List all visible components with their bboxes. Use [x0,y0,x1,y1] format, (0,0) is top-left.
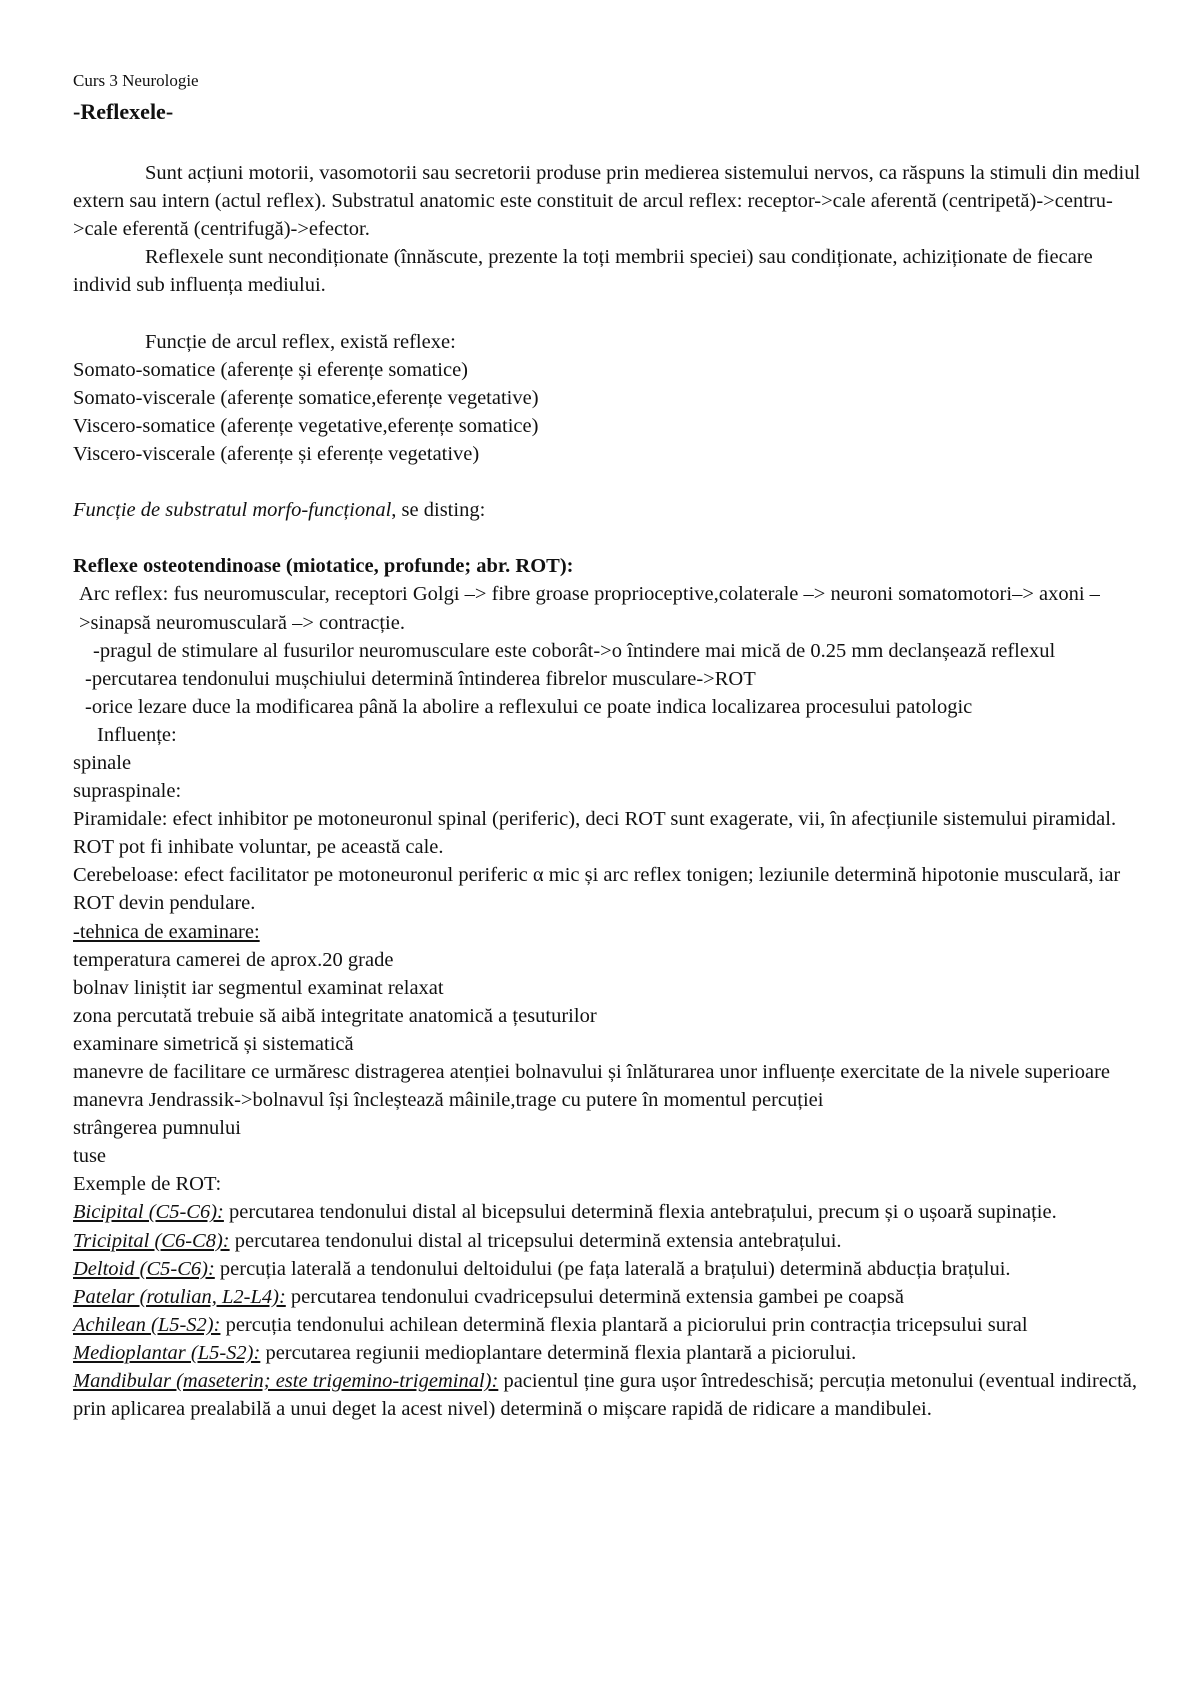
technique-item: temperatura camerei de aprox.20 grade [73,948,394,971]
example-deltoid [73,1255,1141,1283]
technique-item: bolnav liniștit iar segmentul examinat relaxat [73,976,444,999]
influence-item: spinale [73,751,132,774]
example-name: Tricipital (C6-C8): [73,1229,230,1252]
document-body [73,159,1141,1423]
technique-item: manevra Jendrassik->bolnavul își încleștează mâinile,trage cu putere în momentul percuției [73,1089,824,1112]
classification-intro: Funcție de arcul reflex, există reflexe: [145,330,456,353]
intro-paragraph: Sunt acțiuni motorii, vasomotorii sau secretorii produse prin medierea sistemului nervos, ca răspuns la stimuli din mediul extern sau intern (actul reflex). Substratul anatomic este constituit de arcul reflex: receptor->cale aferentă (centripetă)->centru->cale eferentă (centrifugă)->efector. [73,162,1141,241]
rot-arc: Arc reflex: fus neuromuscular, receptori Golgi –> fibre groase proprioceptive,colaterale –> neuroni somatomotori–> axoni –>sinapsă neuromusculară –> contracție. [79,583,1100,634]
substrate-rest: , se disting: [391,499,486,522]
substrate-label: Funcție de substratul morfo-funcțional [73,499,392,522]
technique-item: zona percutată trebuie să aibă integritate anatomică a țesuturilor [73,1004,597,1027]
rot-percussion: -percutarea tendonului mușchiului determină întinderea fibrelor musculare->ROT [85,667,756,690]
example-text: percutarea tendonului distal al bicepsului determină flexia antebrațului, precum și o ușoară supinație. [223,1201,1057,1224]
page-title: -Reflexele- [73,99,174,124]
cerebeloase-paragraph: Cerebeloase: efect facilitator pe motoneuronul periferic α mic și arc reflex tonigen; leziunile determină hipotonie musculară, iar ROT devin pendulare. [73,864,1121,915]
rot-threshold: -pragul de stimulare al fusurilor neuromusculare este coborât->o întindere mai mică de 0.25 mm declanșează reflexul [93,639,1056,662]
intro-paragraph: Reflexele sunt necondiționate (înnăscute, prezente la toți membrii speciei) sau condiționate, achiziționate de fiecare individ sub influența mediului. [73,246,1093,297]
example-name: Bicipital (C5-C6): [73,1201,224,1224]
example-text: percuția laterală a tendonului deltoidului (pe fața laterală a brațului) determină abducția brațului. [214,1257,1011,1280]
examples-label: Exemple de ROT: [73,1173,222,1196]
technique-item: tuse [73,1145,107,1168]
technique-item: examinare simetrică și sistematică [73,1032,354,1055]
example-name: Deltoid (C5-C6): [73,1257,215,1280]
example-name: Mandibular (maseterin; este trigemino-trigeminal): [73,1370,499,1393]
substrate-line [73,496,1141,524]
rot-heading: Reflexe osteotendinoase (miotatice, profunde; abr. ROT): [73,555,574,578]
technique-heading: -tehnica de examinare: [73,920,260,943]
influences-label: Influențe: [97,723,177,746]
example-bicipital [73,1198,1141,1226]
technique-item: manevre de facilitare ce urmăresc distragerea atenției bolnavului și înlăturarea unor influențe exercitate de la nivele superioare [73,1061,1111,1083]
example-tricipital [73,1227,1141,1255]
example-text: percutarea tendonului distal al tricepsului determină extensia antebrațului. [229,1229,842,1252]
technique-item: strângerea pumnului [73,1117,241,1140]
influence-item: supraspinale: [73,780,182,803]
example-patelar [73,1283,1141,1311]
example-name: Achilean (L5-S2): [73,1313,221,1336]
example-text: percuția tendonului achilean determină flexia plantară a piciorului prin contracția tricepsului sural [220,1313,1028,1336]
rot-lesion: -orice lezare duce la modificarea până la abolire a reflexului ce poate indica localizarea procesului patologic [85,695,973,718]
classification-item: Viscero-somatice (aferențe vegetative,eferențe somatice) [73,414,539,437]
example-text: percutarea regiunii medioplantare determină flexia plantară a piciorului. [260,1341,857,1364]
example-text: percutarea tendonului cvadricepsului determină extensia gambei pe coapsă [285,1285,904,1308]
classification-item: Somato-somatice (aferențe și eferențe somatice) [73,358,469,381]
example-medioplantar [73,1339,1141,1367]
classification-item: Viscero-viscerale (aferențe și eferențe vegetative) [73,442,480,465]
piramidale-paragraph: Piramidale: efect inhibitor pe motoneuronul spinal (periferic), deci ROT sunt exagerate, vii, în afecțiunile sistemului piramidal. ROT pot fi inhibate voluntar, pe această cale. [73,808,1117,859]
example-name: Medioplantar (L5-S2): [73,1341,261,1364]
example-achilean [73,1311,1141,1339]
classification-item: Somato-viscerale (aferențe somatice,eferențe vegetative) [73,386,539,409]
course-header: Curs 3 Neurologie [73,71,199,90]
example-name: Patelar (rotulian, L2-L4): [73,1285,286,1308]
example-mandibular [73,1367,1141,1423]
example-text: pacientul ține gura ușor întredeschisă; percuția metonului (eventual indirectă, prin aplicarea prealabilă a unui deget la acest nivel) determină o mișcare rapidă de ridicare a mandibulei. [73,1370,1137,1421]
